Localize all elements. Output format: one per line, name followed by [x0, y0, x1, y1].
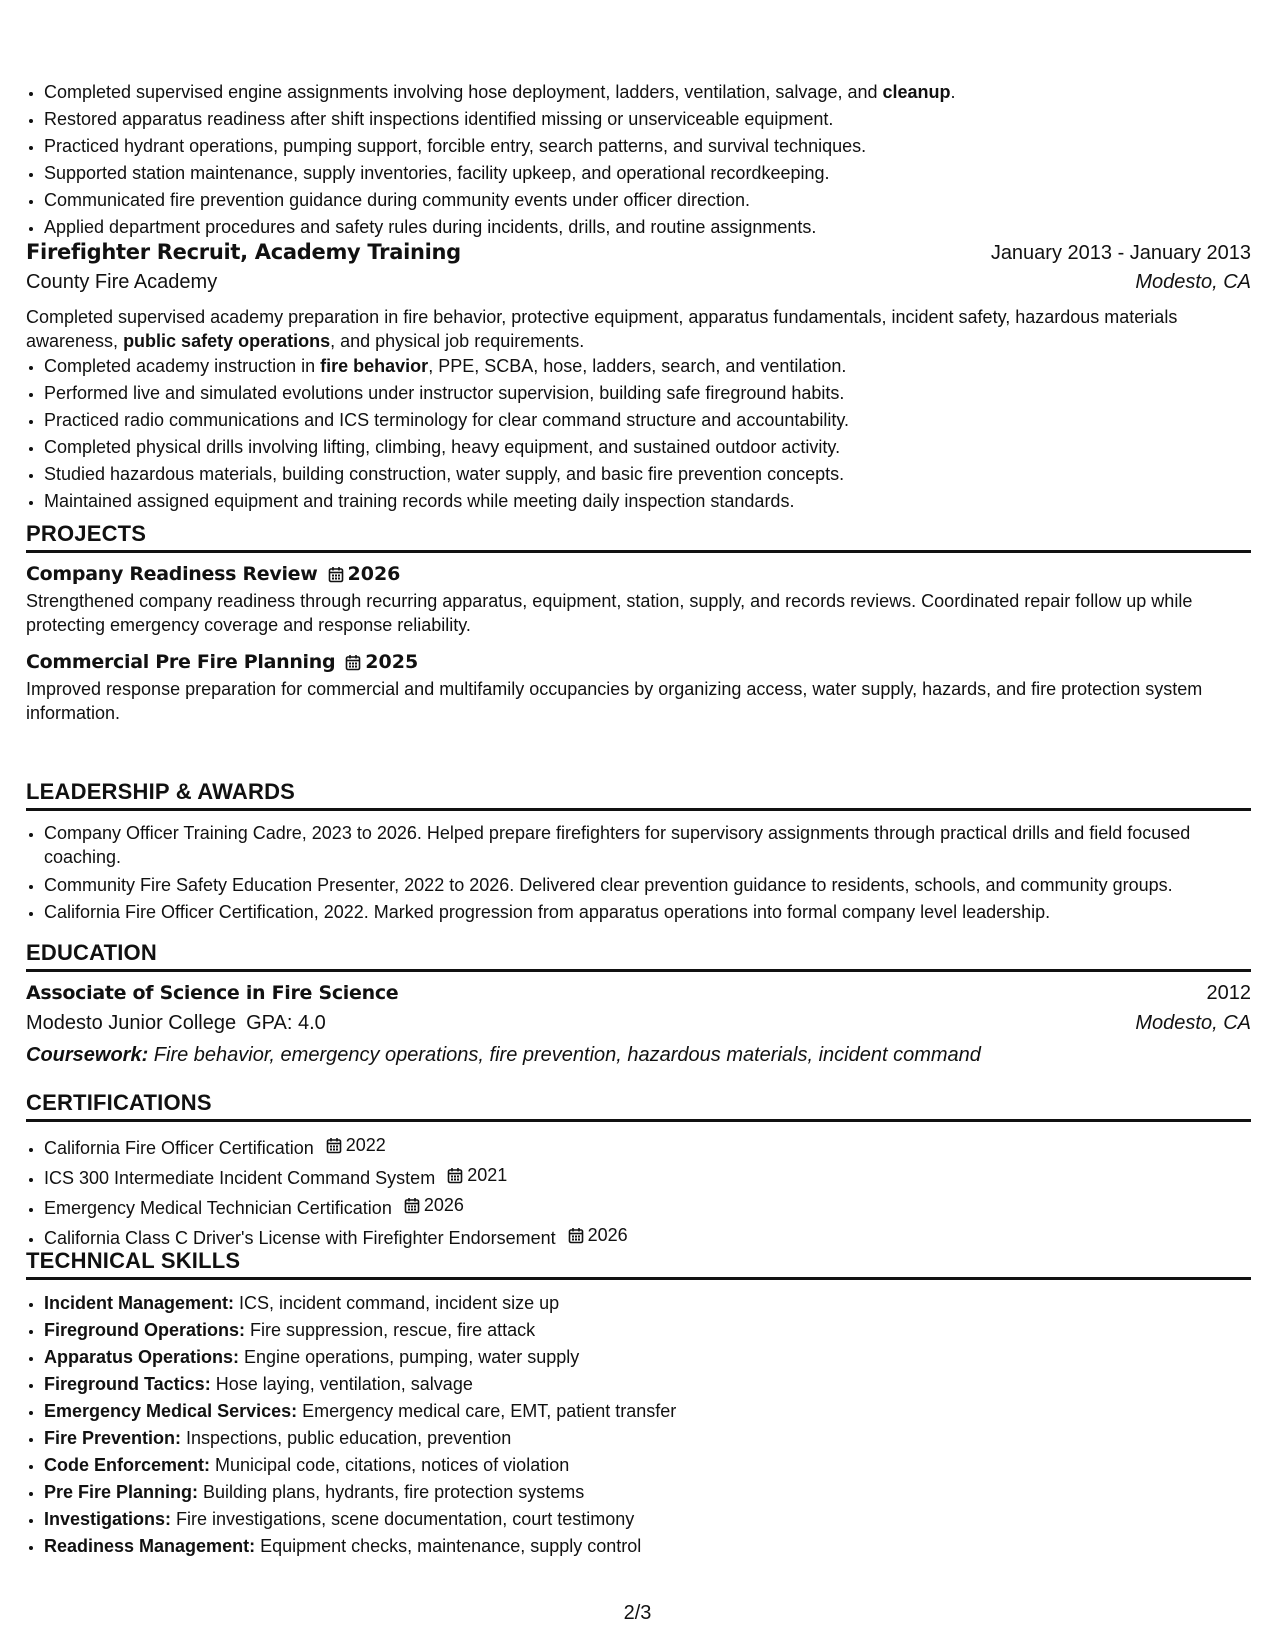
calendar-icon — [447, 1167, 463, 1184]
list-item: • Emergency Medical Services: Emergency medical care, EMT, patient transfer — [44, 1398, 1251, 1425]
list-item: • Studied hazardous materials, building construction, water supply, and basic fire prevention concepts. — [44, 461, 1251, 488]
list-item: • Readiness Management: Equipment checks, maintenance, supply control — [44, 1533, 1251, 1560]
graduation-year: 2012 — [1206, 982, 1251, 1004]
list-item: • Maintained assigned equipment and training records while meeting daily inspection standards. — [44, 488, 1251, 515]
list-item: • Completed physical drills involving lifting, climbing, heavy equipment, and sustained outdoor activity. — [44, 434, 1251, 461]
skills-section — [26, 1248, 1251, 1560]
section-heading: CERTIFICATIONS — [26, 1090, 1251, 1122]
school-location: Modesto, CA — [1135, 1012, 1251, 1034]
list-item: • Completed academy instruction in fire behavior, PPE, SCBA, hose, ladders, search, and ventilation. — [44, 353, 1251, 380]
list-item: • Pre Fire Planning: Building plans, hydrants, fire protection systems — [44, 1479, 1251, 1506]
list-item: • Code Enforcement: Municipal code, citations, notices of violation — [44, 1452, 1251, 1479]
list-item: • Company Officer Training Cadre, 2023 to 2026. Helped prepare firefighters for supervisory assignments through practical drills and field focused coaching. — [44, 821, 1251, 869]
list-item: • Restored apparatus readiness after shift inspections identified missing or unserviceable equipment. — [44, 106, 1269, 133]
list-item: • Practiced radio communications and ICS terminology for clear command structure and accountability. — [44, 407, 1251, 434]
calendar-icon — [404, 1197, 420, 1214]
project-description: Improved response preparation for commercial and multifamily occupancies by organizing access, water supply, hazards, and fire protection system information. — [26, 679, 1203, 723]
list-item: • Investigations: Fire investigations, scene documentation, court testimony — [44, 1506, 1251, 1533]
list-item: • Performed live and simulated evolutions under instructor supervision, building safe fireground habits. — [44, 380, 1251, 407]
job-title: Firefighter Recruit, Academy Training — [26, 240, 461, 264]
job-summary: Completed supervised academy preparation in fire behavior, protective equipment, apparatus fundamentals, incident safety, hazardous materials awareness, public safety operations, and physical job requirements. — [26, 307, 1178, 351]
section-heading: EDUCATION — [26, 940, 1251, 972]
list-item: • Incident Management: ICS, incident command, incident size up — [44, 1290, 1251, 1317]
list-item: • California Fire Officer Certification 2022 — [44, 1132, 1251, 1162]
section-heading: PROJECTS — [26, 521, 1251, 553]
list-item: • Fire Prevention: Inspections, public education, prevention — [44, 1425, 1251, 1452]
job-bullets — [26, 353, 1251, 515]
list-item: • Fireground Tactics: Hose laying, ventilation, salvage — [44, 1371, 1251, 1398]
list-item: • Supported station maintenance, supply inventories, facility upkeep, and operational recordkeeping. — [44, 160, 1269, 187]
job-entry — [26, 240, 1251, 515]
leadership-list — [26, 821, 1251, 926]
calendar-icon — [326, 1137, 342, 1154]
list-item: • Emergency Medical Technician Certification 2026 — [44, 1192, 1251, 1222]
coursework: Coursework: Fire behavior, emergency operations, fire prevention, hazardous materials, incident command — [26, 1044, 981, 1066]
degree: Associate of Science in Fire Science — [26, 982, 399, 1004]
calendar-icon — [568, 1227, 584, 1244]
page-number: 2/3 — [623, 1602, 652, 1624]
school: Modesto Junior College GPA: 4.0 — [26, 1012, 326, 1034]
job-location: Modesto, CA — [1135, 271, 1251, 293]
calendar-icon — [345, 654, 361, 671]
calendar-icon — [328, 566, 344, 583]
project-year: 2025 — [365, 651, 419, 673]
list-item: • Fireground Operations: Fire suppression, rescue, fire attack — [44, 1317, 1251, 1344]
list-item: • Apparatus Operations: Engine operations, pumping, water supply — [44, 1344, 1251, 1371]
section-heading: TECHNICAL SKILLS — [26, 1248, 1251, 1280]
list-item: • Community Fire Safety Education Presenter, 2022 to 2026. Delivered clear prevention guidance to residents, schools, and community groups. — [44, 872, 1251, 899]
section-heading: LEADERSHIP & AWARDS — [26, 779, 1251, 811]
list-item: • Practiced hydrant operations, pumping support, forcible entry, search patterns, and survival techniques. — [44, 133, 1269, 160]
education-section — [26, 940, 1251, 1067]
list-item: • Completed supervised engine assignments involving hose deployment, ladders, ventilation, salvage, and cleanup. — [44, 79, 1269, 106]
gpa: GPA: 4.0 — [246, 1012, 326, 1034]
prior-job-bullets — [26, 79, 1269, 241]
list-item: • California Class C Driver's License with Firefighter Endorsement 2026 — [44, 1222, 1251, 1252]
list-item: • ICS 300 Intermediate Incident Command System 2021 — [44, 1162, 1251, 1192]
leadership-section — [26, 779, 1251, 926]
list-item: • Communicated fire prevention guidance during community events under officer direction. — [44, 187, 1269, 214]
job-organization: County Fire Academy — [26, 271, 218, 293]
project-title: Company Readiness Review 2026 — [26, 563, 401, 585]
job-dates: January 2013 - January 2013 — [990, 242, 1251, 264]
project-description: Strengthened company readiness through recurring apparatus, equipment, station, supply, and records reviews. Coordinated repair follow up while protecting emergency coverage and response reliability. — [26, 591, 1193, 635]
skills-list — [26, 1290, 1251, 1560]
project-title: Commercial Pre Fire Planning 2025 — [26, 651, 419, 673]
list-item: • California Fire Officer Certification, 2022. Marked progression from apparatus operations into formal company level leadership. — [44, 899, 1251, 926]
list-item: • Applied department procedures and safety rules during incidents, drills, and routine assignments. — [44, 214, 1269, 241]
certifications-section — [26, 1090, 1251, 1252]
project-year: 2026 — [347, 563, 401, 585]
projects-section — [26, 521, 1251, 725]
certifications-list — [26, 1132, 1251, 1252]
